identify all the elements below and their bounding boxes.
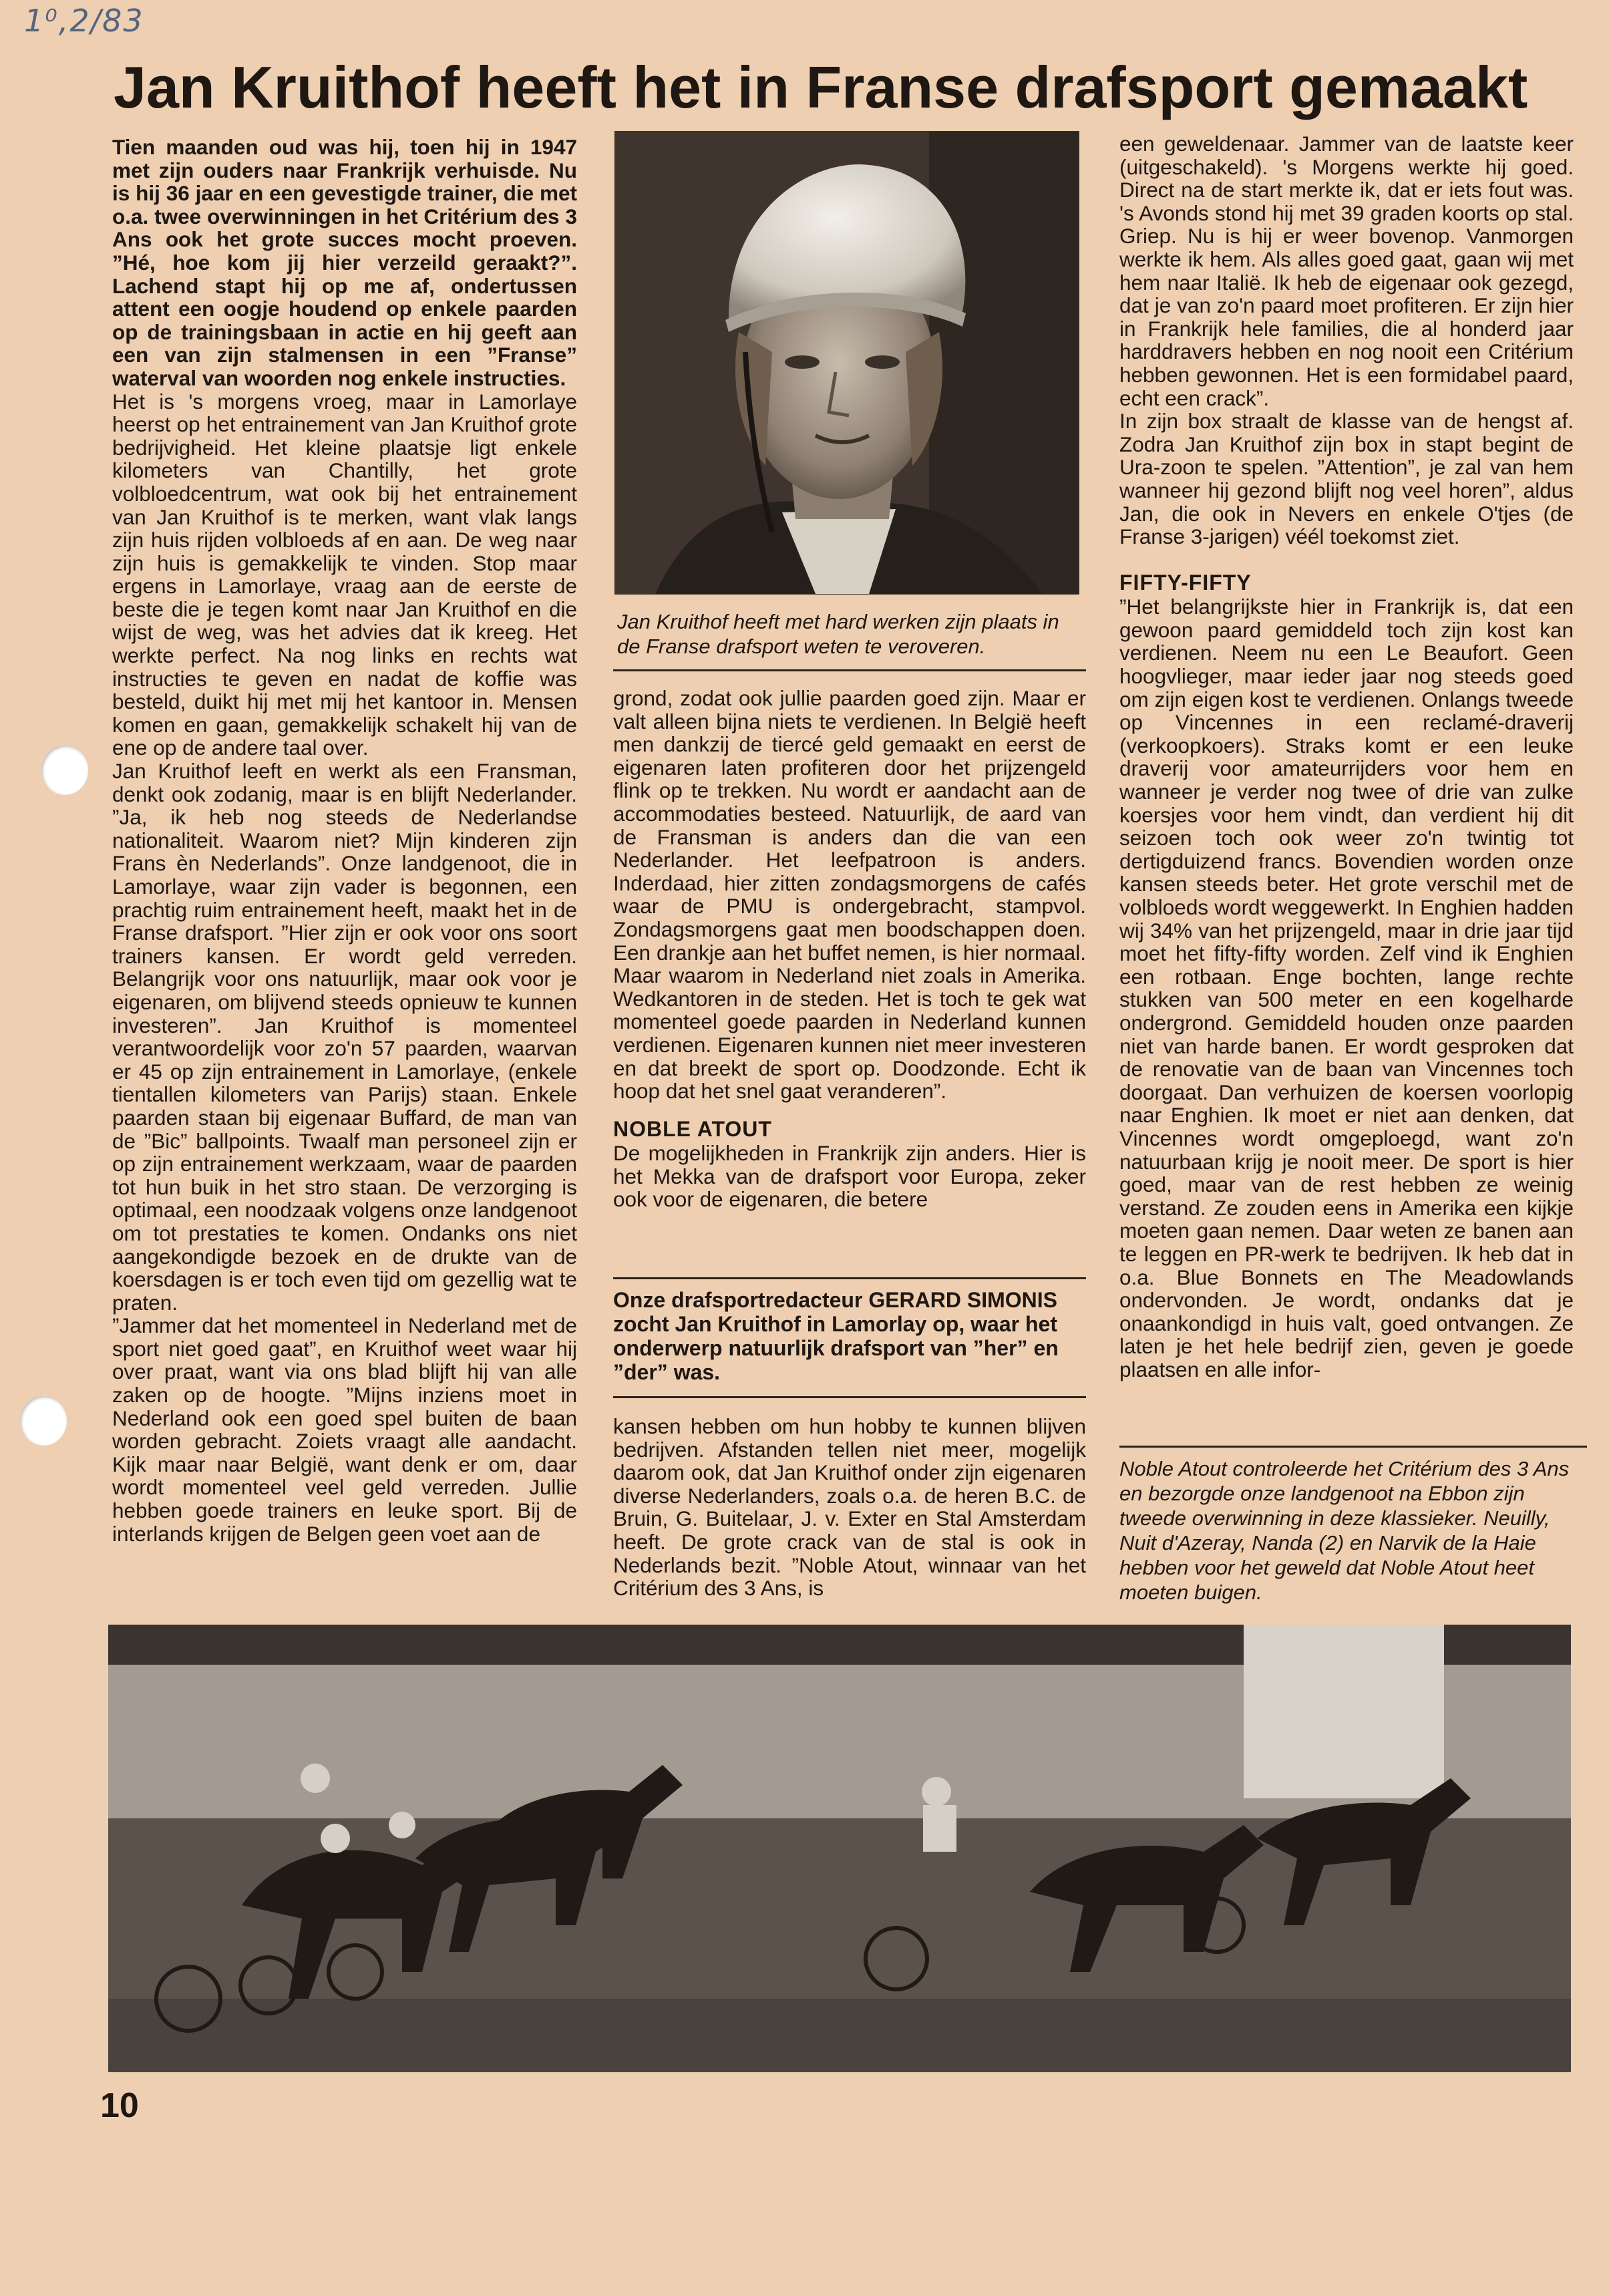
divider-rule (1119, 1446, 1587, 1448)
divider-rule (613, 1277, 1086, 1279)
subhead-fifty-fifty: FIFTY-FIFTY (1119, 570, 1252, 595)
headline: Jan Kruithof heeft het in Franse drafsport gemaakt (114, 54, 1528, 120)
intro-paragraph: Tien maanden oud was hij, toen hij in 1947 met zijn ouders naar Frankrijk verhuisde. Nu is hij 36 jaar en een gevestigde trainer, die met o.a. twee overwinningen in het Critérium des 3 Ans ook het grote succes mocht proeven. ”Hé, hoe kom jij hier verzeild geraakt?”. Lachend stapt hij op me af, ondertussen attent een oogje houdend op enkele paarden op de trainingsbaan in actie en hij geeft aan een van zijn stalmensen in een ”Franse” waterval van woorden nog enkele instructies. (112, 135, 577, 390)
page-number: 10 (100, 2086, 139, 2125)
body-paragraph: ”Het belangrijkste hier in Frankrijk is, dat een gewoon paard gemiddeld toch zijn kost kan verdienen. Neem nu een Le Beaufort. Geen hoogvlieger, maar ieder jaar nog steeds goed om zijn eigen kost te verdienen. Onlangs tweede op Vincennes in een reclamé-draverij (verkoopkoers). Straks komt er een leuke draverij voor amateurrijders voor hem en wanneer je verder nog twee of drie van zulke koersjes voor hem vindt, dan verdient hij dit seizoen toch ook weer zo'n twintig tot dertigduizend francs. Bovendien worden onze kansen steeds beter. Het grote verschil met de volbloeds wordt weggewerkt. In Enghien hadden wij 34% van het prijzengeld, maar in drie jaar tijd moet het fifty-fifty worden. Zelf vind ik Enghien een rotbaan. Enge bochten, lange rechte stukken van 500 meter en een kogelharde ondergrond. Gemiddeld houden onze paarden niet van harde banen. Er wordt gesproken dat de renovatie van de baan van Vincennes toch doorgaat. Dan verhuizen de koersen voorlopig naar Enghien. Ik moet er niet aan denken, dat Vincennes wordt omgeploegd, want zo'n natuurbaan krijg je nooit meer. De sport is hier goed, maar van de rest hebben ze weinig verstand. Ze zouden eens in Amerika een kijkje moeten gaan nemen. Daar weten ze banen aan te leggen en PR-werk te bedrijven. Ik heb dat in o.a. Blue Bonnets en The Meadowlands ondervonden. Je wordt, ondanks dat je onaankondigd in huis valt, goed ontvangen. Ze laten je het hele bedrijf zien, geven je goede plaatsen en alle infor- (1119, 595, 1574, 1381)
body-paragraph: De mogelijkheden in Frankrijk zijn anders. Hier is het Mekka van de drafsport voor Europa, zeker ook voor de eigenaren, die betere (613, 1141, 1086, 1212)
body-paragraph: Jan Kruithof leeft en werkt als een Fransman, denkt ook zodanig, maar is en blijft Nederlander. ”Ja, ik heb nog steeds de Nederlandse nationaliteit. Waarom niet? Mijn kinderen zijn Frans èn Nederlands”. Onze landgenoot, die in Lamorlaye, waar zijn vader is begonnen, een prachtig ruim entrainement heeft, maakt het in de Franse drafsport. ”Hier zijn er ook voor ons soort trainers kansen. Er wordt geld verreden. Belangrijk voor ons natuurlijk, maar ook voor je eigenaren, om blijvend steeds opnieuw te kunnen investeren”. Jan Kruithof is momenteel verantwoordelijk voor zo'n 57 paarden, waarvan er 45 op zijn entrainement in Lamorlaye, (enkele tientallen kilometers van Parijs) staan. Enkele paarden staan bij eigenaar Buffard, de man van de ”Bic” ballpoints. Twaalf man personeel zijn er op zijn entrainement werkzaam, waar de paarden tot hun buik in het stro staan. De verzorging is optimaal, een noodzaak volgens onze landgenoot om tot prestaties te komen. Ondanks ons niet aangekondigde bezoek en de drukte van de koersdagen is er toch even tijd om gezellig wat te praten. (112, 759, 577, 1315)
punch-hole (41, 746, 88, 795)
divider-rule (613, 669, 1086, 671)
article-column-3 (1119, 132, 1574, 1438)
body-paragraph: Het is 's morgens vroeg, maar in Lamorlaye heerst op het entrainement van Jan Kruithof grote bedrijvigheid. Het kleine plaatsje ligt enkele kilometers van Chantilly, het grote volbloedcentrum, wat ook bij het entrainement van Jan Kruithof is te merken, want vlak langs zijn huis rijden volbloeds af en aan. De weg naar zijn huis is gemakkelijk te vinden. Stop maar ergens in Lamorlaye, vraag aan de eerste de beste die je tegen komt naar Jan Kruithof en die wijst de weg, was het advies dat ik kreeg. Het werkte perfect. Na nog links en rechts wat instructies te geven en nadat de koffie was besteld, duikt hij met mij het kantoor in. Mensen komen en gaan, gemakkelijk schakelt hij van de ene op de andere taal over. (112, 389, 577, 760)
race-photo-caption: Noble Atout controleerde het Critérium des 3 Ans en bezorgde onze landgenoot na Ebbon zijn tweede overwinning in deze klassieker. Neuilly, Nuit d'Azeray, Nanda (2) en Narvik de la Haie hebben voor het geweld dat Noble Atout heet moeten buigen. (1119, 1457, 1570, 1604)
jockey-portrait-illustration (615, 132, 1079, 594)
body-paragraph: een geweldenaar. Jammer van de laatste keer (uitgeschakeld). 's Morgens werkte hij goed. Direct na de start merkte ik, dat er iets fout was. 's Avonds stond hij met 39 graden koorts op stal. Griep. Nu is hij er weer bovenop. Vanmorgen werkte ik hem. Als alles goed gaat, gaan wij met hem naar Italië. Ik heb de eigenaar ook gezegd, dat je van zo'n paard moet profiteren. Er zijn hier in Frankrijk hele families, die al honderd jaar harddravers hebben en nog nooit een Critérium hebben gewonnen. Het is een formidabel paard, echt een crack”. (1119, 132, 1574, 410)
race-photo (108, 1625, 1571, 2072)
subhead-noble-atout: NOBLE ATOUT (613, 1116, 772, 1141)
article-column-2-bottom (613, 1415, 1086, 1600)
portrait-photo (614, 131, 1079, 595)
body-paragraph: In zijn box straalt de klasse van de hengst af. Zodra Jan Kruithof zijn box in stapt begint de Ura-zoon te spelen. ”Attention”, je zal van hem wanneer hij gezond blijft nog veel horen”, aldus Jan, die ook in Nevers en enkele O'tjes (de Franse 3-jarigen) véél toekomst ziet. (1119, 409, 1574, 549)
article-column-2 (613, 687, 1086, 1211)
handwritten-date: 1⁰,2/83 (24, 3, 144, 39)
portrait-caption: Jan Kruithof heeft met hard werken zijn plaats in de Franse drafsport weten te veroveren. (617, 610, 1059, 658)
divider-rule (613, 1396, 1086, 1398)
article-column-1 (112, 136, 577, 1619)
body-paragraph: kansen hebben om hun hobby te kunnen blijven bedrijven. Afstanden tellen niet meer, mogelijk daarom ook, dat Jan Kruithof onder zijn eigenaren diverse Nederlanders, zoals o.a. de heren B.C. de Bruin, G. Buitelaar, J. v. Exter en Stal Amsterdam heeft. De grote crack van de stal is ook in Nederlands bezit. ”Noble Atout, winnaar van het Critérium des 3 Ans, is (613, 1414, 1086, 1601)
harness-race-illustration (108, 1625, 1571, 2072)
author-credit: Onze drafsportredacteur GERARD SIMONIS zocht Jan Kruithof in Lamorlay op, waar het onderwerp natuurlijk drafsport van ”her” en ”der” was. (613, 1288, 1059, 1384)
body-paragraph: ”Jammer dat het momenteel in Nederland met de sport niet goed gaat”, en Kruithof weet waar hij over praat, want via ons blad blijft hij van alle zaken op de hoogte. ”Mijns inziens moet in Nederland ook een goed spel buiten de baan worden gebracht. Zoiets vraagt alle aandacht. Kijk maar naar België, want denk er om, daar wordt momenteel veel geld verreden. Jullie hebben goede trainers en leuke sport. Bij de interlands krijgen de Belgen geen voet aan de (112, 1313, 577, 1546)
punch-hole (20, 1396, 67, 1446)
body-paragraph: grond, zodat ook jullie paarden goed zijn. Maar er valt alleen bijna niets te verdienen. In België heeft men dankzij de tiercé geld gemaakt en eerst de eigenaren laten profiteren door het prijzengeld flink op te trekken. Nu wordt er aandacht aan de accommodaties besteed. Natuurlijk, de aard van de Fransman is anders dan die van een Nederlander. Het leefpatroon is anders. Inderdaad, hier zitten zondagsmorgens de cafés waar de PMU is ondergebracht, stampvol. Zondagsmorgens gaat men boodschappen doen. Een drankje aan het buffet nemen, is hier normaal. Maar waarom in Nederland niet zoals in Amerika. Wedkantoren in de steden. Het is toch te gek wat momenteel goede paarden in Nederland kunnen verdienen. Eigenaren kunnen niet meer investeren en dat breekt de sport op. Doodzonde. Echt ik hoop dat het snel gaat veranderen”. (613, 686, 1086, 1104)
